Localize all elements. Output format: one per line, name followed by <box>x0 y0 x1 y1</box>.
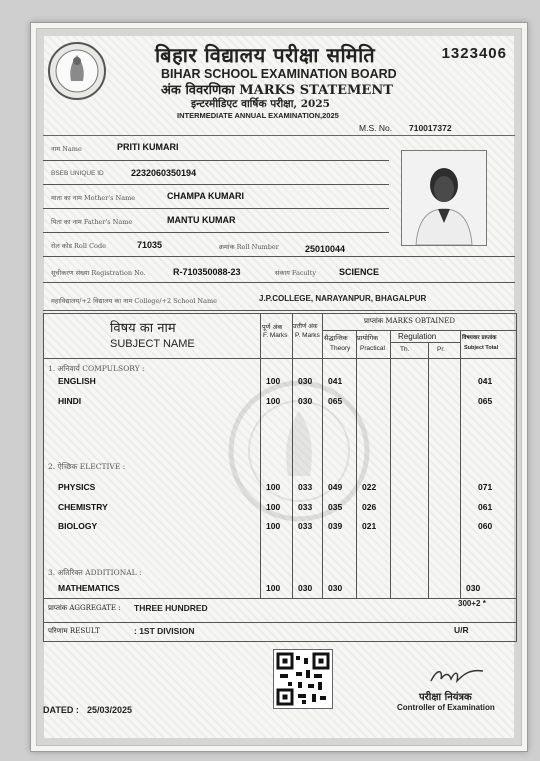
registration-value: R-710350088-23 <box>173 267 241 277</box>
table-row <box>44 502 516 514</box>
pass-marks-header: P. Marks <box>295 332 320 339</box>
faculty-value: SCIENCE <box>339 267 380 277</box>
pass-marks-header-hindi: उत्तीर्ण अंक <box>293 323 318 330</box>
exam-title-english: INTERMEDIATE ANNUAL EXAMINATION,2025 <box>177 111 339 120</box>
subject-total-header: Subject Total <box>464 345 499 351</box>
subject-name: HINDI <box>58 396 82 406</box>
name-label: नाम Name <box>51 145 82 153</box>
group-compulsory: 1. अनिवार्य COMPULSORY : <box>48 364 145 373</box>
theory-cell: 041 <box>328 376 343 386</box>
table-row <box>44 376 516 388</box>
table-row <box>44 521 516 533</box>
controller-title-english: Controller of Examination <box>397 703 495 712</box>
dated-value: 25/03/2025 <box>87 705 133 715</box>
roll-code-value: 71035 <box>137 240 163 250</box>
table-row <box>44 583 516 595</box>
sheet-content <box>43 35 515 739</box>
result-value: : 1ST DIVISION <box>134 626 195 636</box>
subject-total-cell: 065 <box>478 396 493 406</box>
father-label: पिता का नाम Father's Name <box>51 218 133 226</box>
group-additional: 3. अतिरिक्त ADDITIONAL : <box>48 568 142 577</box>
subject-header-hindi: विषय का नाम <box>110 321 176 336</box>
roll-code-label: रोल कोड Roll Code <box>51 242 106 250</box>
group-elective: 2. ऐच्छिक ELECTIVE : <box>48 462 126 471</box>
student-name: PRITI KUMARI <box>117 142 179 152</box>
theory-header-hindi: सैद्धान्तिक <box>324 334 348 342</box>
practical-cell: 021 <box>362 521 377 531</box>
ms-no-label: M.S. No. <box>359 123 393 133</box>
controller-signature <box>427 663 487 689</box>
pass-marks-cell: 030 <box>298 396 313 406</box>
college-value: J.P.COLLEGE, NARAYANPUR, BHAGALPUR <box>259 294 427 303</box>
full-marks-header: F. Marks <box>263 332 288 339</box>
subject-total-cell: 071 <box>478 482 493 492</box>
bseb-id-label: BSEB UNIQUE ID <box>51 170 104 177</box>
roll-number-label: क्रमांक Roll Number <box>219 243 279 251</box>
theory-header: Theory <box>330 345 351 352</box>
pass-marks-cell: 030 <box>298 583 313 593</box>
controller-title-hindi: परीक्षा नियंत्रक <box>419 692 472 703</box>
marks-obtained-header: प्राप्तांक MARKS OBTAINED <box>364 317 455 325</box>
subject-total-header-hindi: विषयवार प्राप्तांक <box>462 335 497 341</box>
aggregate-value: THREE HUNDRED <box>134 603 208 613</box>
full-marks-cell: 100 <box>266 583 281 593</box>
board-title-hindi: बिहार विद्यालय परीक्षा समिति <box>155 43 376 67</box>
bseb-logo <box>47 41 107 101</box>
regulation-th-header: Th. <box>400 346 410 353</box>
aggregate-label: प्राप्तांक AGGREGATE : <box>48 604 121 612</box>
qr-code <box>273 649 333 709</box>
mother-label: माता का नाम Mother's Name <box>51 194 136 202</box>
full-marks-cell: 100 <box>266 376 281 386</box>
subject-name: PHYSICS <box>58 482 96 492</box>
practical-header-hindi: प्रायोगिक <box>357 334 379 342</box>
regulation-header: Regulation <box>398 332 437 341</box>
exam-title-hindi: इन्टरमीडिएट वार्षिक परीक्षा, 2025 <box>191 98 330 110</box>
subject-total-cell: 041 <box>478 376 493 386</box>
full-marks-header-hindi: पूर्ण अंक <box>262 323 283 331</box>
subject-total-cell: 061 <box>478 502 493 512</box>
aggregate-number: 300+2 * <box>458 599 486 608</box>
dated-label: DATED : <box>43 705 79 715</box>
bseb-id-value: 2232060350194 <box>131 168 197 178</box>
full-marks-cell: 100 <box>266 521 281 531</box>
serial-number: 1323406 <box>441 45 507 62</box>
student-photo <box>401 150 487 246</box>
faculty-label: संकाय Faculty <box>275 269 317 277</box>
practical-header: Practical <box>360 345 385 352</box>
full-marks-cell: 100 <box>266 482 281 492</box>
theory-cell: 065 <box>328 396 343 406</box>
marks-statement-title: अंक विवरणिका MARKS STATEMENT <box>161 83 393 98</box>
subject-total-cell: 030 <box>466 583 481 593</box>
result-row <box>43 621 517 642</box>
pass-marks-cell: 033 <box>298 502 313 512</box>
father-name: MANTU KUMAR <box>167 215 236 225</box>
mother-name: CHAMPA KUMARI <box>167 191 244 201</box>
subject-name: CHEMISTRY <box>58 502 108 512</box>
subject-name: BIOLOGY <box>58 521 98 531</box>
full-marks-cell: 100 <box>266 502 281 512</box>
roll-number-value: 25010044 <box>305 244 346 254</box>
subject-header-english: SUBJECT NAME <box>110 338 195 350</box>
theory-cell: 039 <box>328 521 343 531</box>
theory-cell: 035 <box>328 502 343 512</box>
registration-label: सूचीकरण संख्या Registration No. <box>51 269 146 277</box>
marks-statement-sheet <box>30 22 528 752</box>
pass-marks-cell: 033 <box>298 482 313 492</box>
college-label: महाविद्यालय/+2 विद्यालय का नाम College/+2 School Name <box>51 297 217 305</box>
theory-cell: 049 <box>328 482 343 492</box>
theory-cell: 030 <box>328 583 343 593</box>
board-title-english: BIHAR SCHOOL EXAMINATION BOARD <box>161 67 397 81</box>
table-row <box>44 482 516 494</box>
student-details <box>43 135 515 312</box>
result-label: परिणाम RESULT <box>48 627 100 635</box>
regulation-pr-header: Pr. <box>437 346 445 353</box>
ms-no-value: 710017372 <box>409 123 452 133</box>
marks-table <box>43 313 517 623</box>
practical-cell: 026 <box>362 502 377 512</box>
subject-name: ENGLISH <box>58 376 96 386</box>
full-marks-cell: 100 <box>266 396 281 406</box>
subject-total-cell: 060 <box>478 521 493 531</box>
result-code: U/R <box>454 625 469 635</box>
table-row <box>44 396 516 408</box>
subject-name: MATHEMATICS <box>58 583 120 593</box>
practical-cell: 022 <box>362 482 377 492</box>
pass-marks-cell: 030 <box>298 376 313 386</box>
pass-marks-cell: 033 <box>298 521 313 531</box>
